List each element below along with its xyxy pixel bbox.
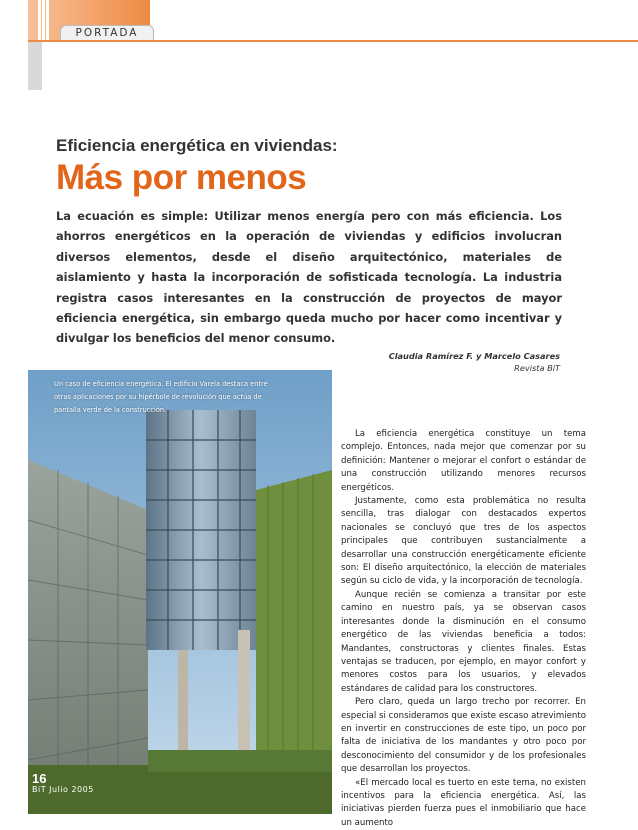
byline — [389, 350, 560, 374]
article-body — [341, 428, 586, 830]
header-stripe — [42, 0, 45, 40]
building-photo — [28, 370, 332, 814]
margin-bar — [28, 42, 42, 90]
body-paragraph: La eficiencia energética constituye un tema complejo. Entonces, nada mejor que comenzar por su definición: Mantener o mejorar el confort o estándar de una construcción utilizando menores recursos energéticos. — [341, 429, 586, 493]
header-rule — [28, 40, 638, 42]
body-paragraph: «El mercado local es tuerto en este tema, no existen incentivos para la eficiencia energética. Así, las iniciativas pierden fuerza pues el inmobiliario que hace un aumento — [341, 777, 586, 828]
header-stripe — [38, 0, 41, 40]
page-number: 16 — [32, 771, 47, 786]
issue-label: BiT Julio 2005 — [32, 785, 94, 794]
building-illustration — [28, 370, 332, 814]
author-organization: Revista BiT — [514, 363, 560, 373]
header-stripe — [46, 0, 49, 40]
photo-caption: Un caso de eficiencia energética. El edificio Varela destaca entre otras aplicaciones por su hipérbole de revolución que actúa de pantalla verde de la construcción. — [54, 380, 268, 414]
article-lead: La ecuación es simple: Utilizar menos energía pero con más eficiencia. Los ahorros energéticos en la operación de viviendas y edificios involucran diversos elementos, desde el diseño arquitectónico, materiales de aislamiento y hasta la incorporación de sofisticada tecnología. La industria registra casos interesantes en la construcción de proyectos de mayor eficiencia energética, sin embargo queda mucho por hacer como incentivar y divulgar los beneficios del menor consumo. — [56, 209, 562, 346]
article-kicker: Eficiencia energética en viviendas: — [56, 136, 338, 155]
body-paragraph: Justamente, como esta problemática no resulta sencilla, tras dialogar con destacados expertos nacionales se concluyó que tres de los aspectos principales que contribuyen sustancialmente a desarrollar una construcción energéticamente eficiente son: El diseño arquitectónico, la elección de materiales según su ciclo de vida, y la incorporación de tecnología. — [341, 496, 586, 587]
section-tab — [60, 25, 154, 41]
article-title: Más por menos — [56, 158, 307, 197]
author-names: Claudia Ramírez F. y Marcelo Casares — [388, 351, 560, 361]
section-label: PORTADA — [75, 27, 139, 39]
body-paragraph: Pero claro, queda un largo trecho por recorrer. En especial si consideramos que existe escaso atrevimiento en invertir en construcciones de este tipo, un poco por falta de iniciativa de los mandantes y otro poco por desconocimiento del consumidor y de los profesionales que desarrollan los proyectos. — [341, 697, 586, 775]
body-paragraph: Aunque recién se comienza a transitar por este camino en nuestro país, ya se observan casos interesantes donde la disminución en el consumo energético de las viviendas beneficia a todos: Mandantes, constructoras y clientes finales. Estas ventajas se traducen, por ejemplo, en mayor confort y menores costos para los usuarios, y elevados estándares de calidad para los constructores. — [341, 589, 586, 694]
